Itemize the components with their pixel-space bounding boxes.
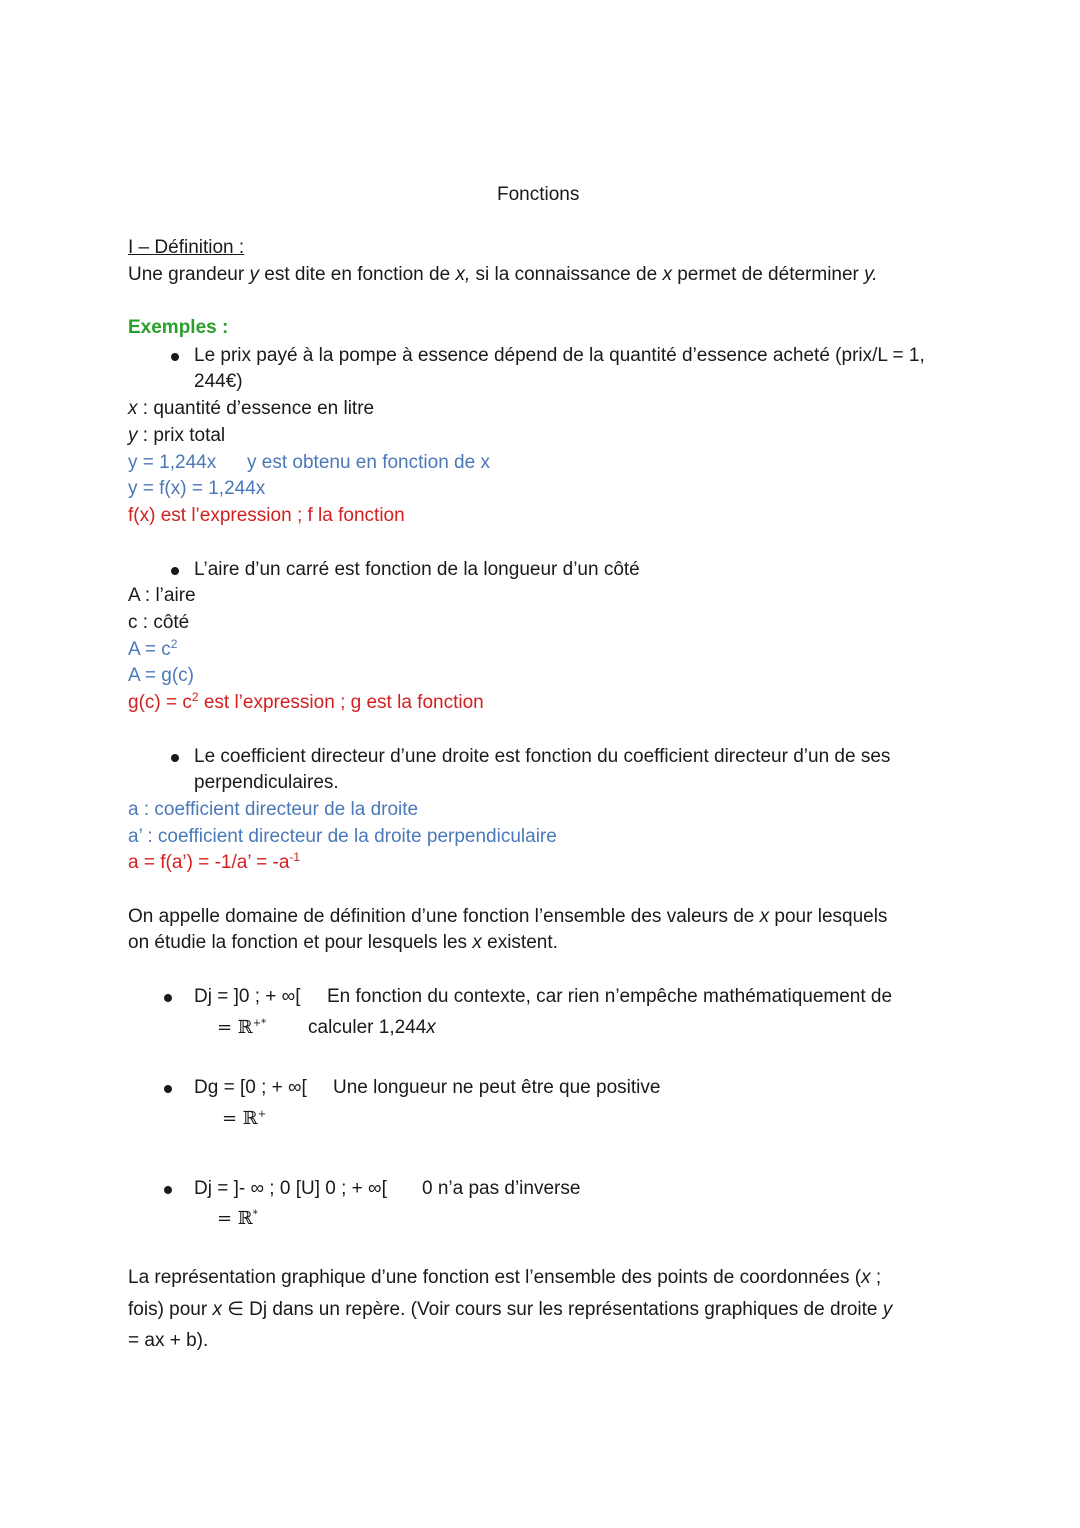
domain1-equivalent: = ℝ+* bbox=[217, 1017, 267, 1038]
example2-text: L’aire d’un carré est fonction de la longueur d’un côté bbox=[194, 559, 640, 580]
graph-repr-line1: La représentation graphique d’une fonction est l’ensemble des points de coordonnées (x ; bbox=[128, 1267, 882, 1288]
example1-y-def: y : prix total bbox=[128, 425, 226, 446]
domain3-equivalent: = ℝ* bbox=[217, 1208, 258, 1229]
example3-text-line2: perpendiculaires. bbox=[194, 772, 339, 793]
example2-c-def: c : côté bbox=[128, 612, 190, 633]
example2-expression-note: $g(c) = c^2$ est l’expression ; g est la fonction bbox=[128, 690, 484, 713]
domain2-set: Dg = [0 ; + ∞[ bbox=[194, 1077, 307, 1098]
bullet-icon bbox=[164, 1085, 172, 1093]
bullet-icon bbox=[164, 1186, 172, 1194]
example2-a-def: A : l’aire bbox=[128, 585, 196, 606]
example3-a-prime-def: a’ : coefficient directeur de la droite perpendiculaire bbox=[128, 826, 557, 847]
example2-equation: $A = c^2$ bbox=[128, 637, 178, 660]
domain-definition-line2: on étudie la fonction et pour lesquels les x existent. bbox=[128, 932, 558, 953]
domain2-note: Une longueur ne peut être que positive bbox=[333, 1077, 661, 1098]
page-title: Fonctions bbox=[497, 184, 580, 205]
domain2-equivalent: = ℝ+ bbox=[222, 1108, 267, 1129]
example1-x-def: x : quantité d’essence en litre bbox=[128, 398, 375, 419]
example3-a-def: a : coefficient directeur de la droite bbox=[128, 799, 419, 820]
example2-function-equation: A = g(c) bbox=[128, 665, 194, 686]
bullet-icon bbox=[171, 567, 179, 575]
examples-label: Exemples : bbox=[128, 317, 229, 338]
bullet-icon bbox=[171, 353, 179, 361]
section-heading: I – Définition : bbox=[128, 237, 245, 258]
example3-equation: a = f(a’) = -1/a’ = $-a^{-1}$ bbox=[128, 850, 301, 873]
domain1-set: Dj = ]0 ; + ∞[ bbox=[194, 986, 301, 1007]
domain3-set: Dj = ]- ∞ ; 0 [U] 0 ; + ∞[ bbox=[194, 1178, 387, 1199]
example1-equation-note: y est obtenu en fonction de x bbox=[247, 452, 490, 473]
example1-function-equation: y = f(x) = 1,244x bbox=[128, 478, 266, 499]
graph-repr-line3: = ax + b). bbox=[128, 1330, 209, 1351]
example1-text-line2: 244€) bbox=[194, 371, 243, 392]
domain-definition-line1: On appelle domaine de définition d’une fonction l’ensemble des valeurs de x pour lesquels bbox=[128, 906, 888, 927]
domain1-note-line2: calculer 1,244x bbox=[308, 1017, 436, 1038]
bullet-icon bbox=[171, 754, 179, 762]
example1-text-line1: Le prix payé à la pompe à essence dépend de la quantité d’essence acheté (prix/L = 1, bbox=[194, 345, 925, 366]
domain1-note-line1: En fonction du contexte, car rien n’empêche mathématiquement de bbox=[327, 986, 893, 1007]
example3-text-line1: Le coefficient directeur d’une droite est fonction du coefficient directeur d’un de ses bbox=[194, 746, 891, 767]
graph-repr-line2: fois) pour x ∈ Dj dans un repère. (Voir cours sur les représentations graphiques de droite y bbox=[128, 1299, 893, 1320]
definition-text: Une grandeur y est dite en fonction de x, si la connaissance de x permet de déterminer y. bbox=[128, 264, 878, 285]
example1-equation: y = 1,244x bbox=[128, 452, 217, 473]
domain3-note: 0 n’a pas d’inverse bbox=[422, 1178, 581, 1199]
example1-expression-note: f(x) est l’expression ; f la fonction bbox=[128, 505, 405, 526]
bullet-icon bbox=[164, 994, 172, 1002]
